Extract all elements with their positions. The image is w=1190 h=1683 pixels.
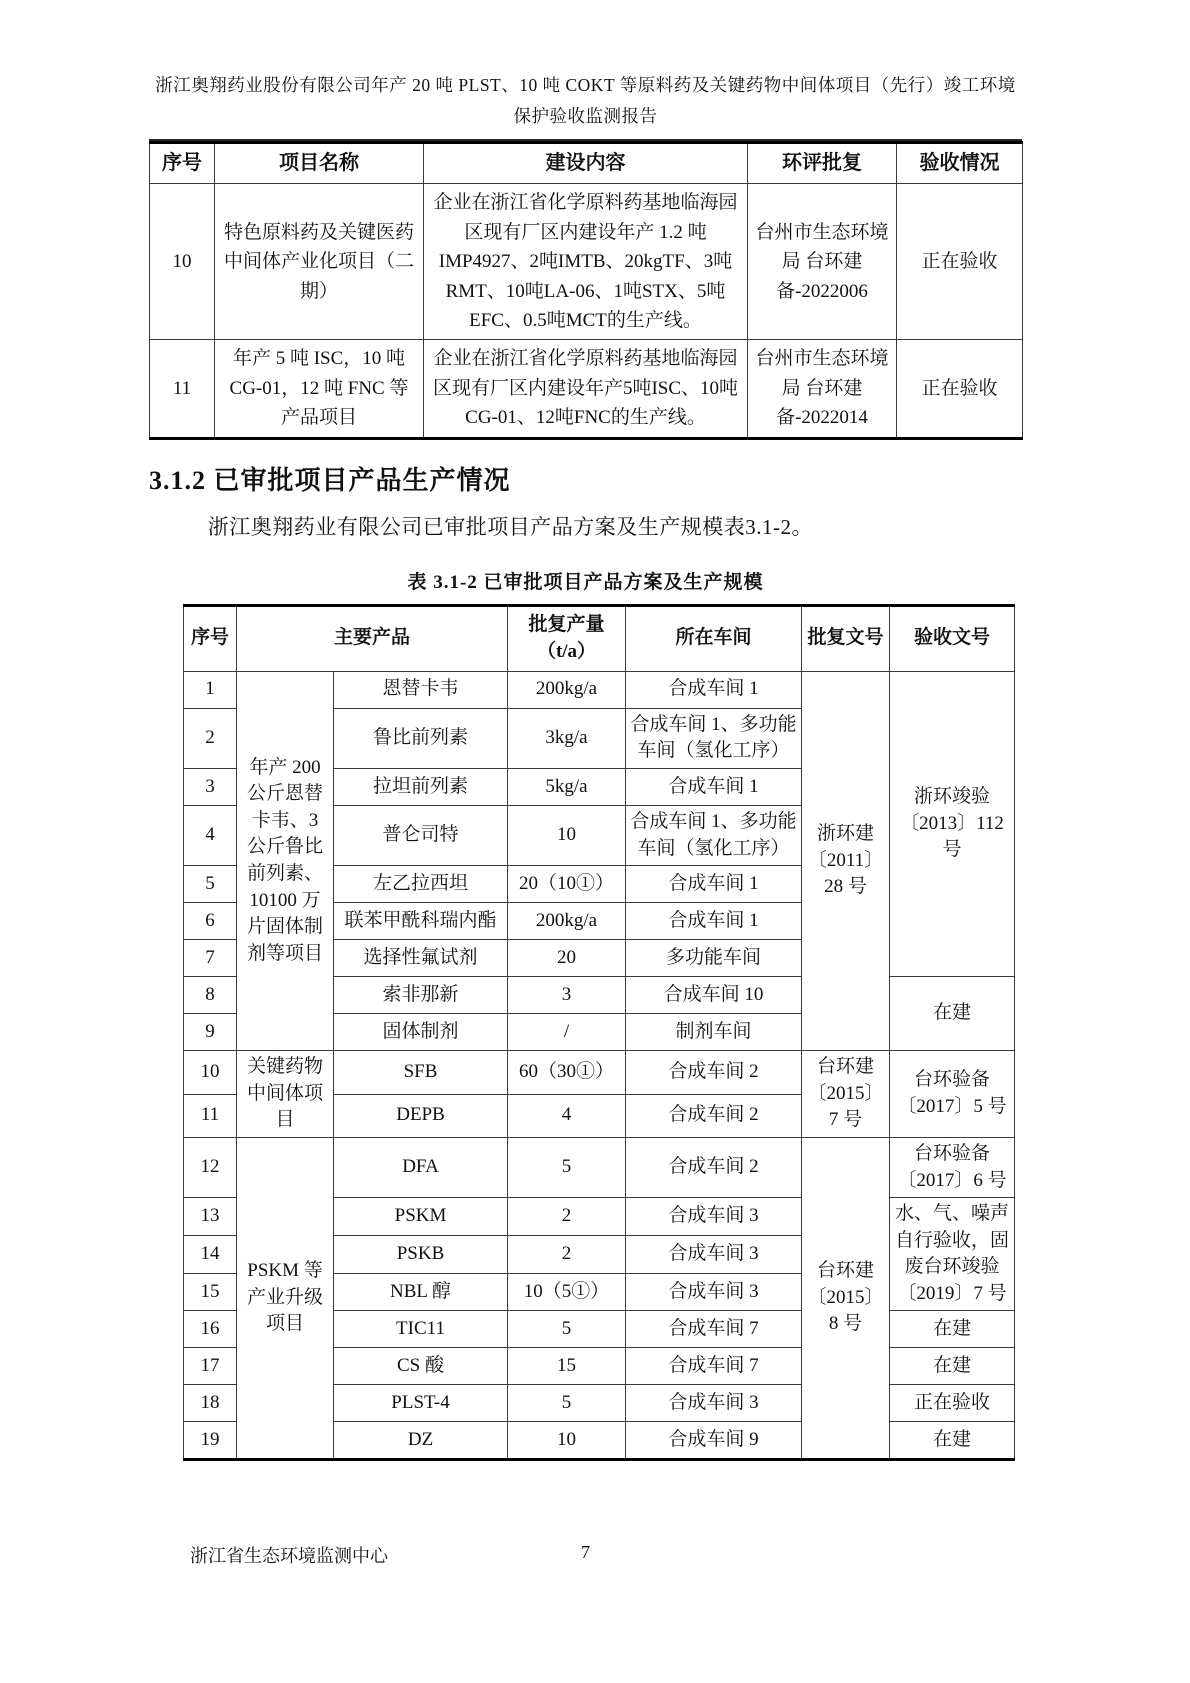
output-cell: /: [508, 1014, 626, 1051]
approval-doc-cell: 台环建〔2015〕7 号: [802, 1051, 890, 1138]
acceptance-doc-cell: 浙环竣验〔2013〕112 号: [890, 671, 1015, 976]
workshop-cell: 合成车间 7: [626, 1348, 802, 1385]
footer-organization: 浙江省生态环境监测中心: [190, 1546, 388, 1566]
project-name-cell: 特色原料药及关键医药中间体产业化项目（二期）: [215, 184, 424, 340]
workshop-cell: 合成车间 1: [626, 768, 802, 805]
seq-cell: 12: [184, 1137, 237, 1197]
section-paragraph: 浙江奥翔药业有限公司已审批项目产品方案及生产规模表3.1-2。: [207, 514, 814, 539]
acceptance-doc-cell: 水、气、噪声自行验收，固废台环竣验〔2019〕7 号: [890, 1198, 1015, 1311]
output-cell: 5: [508, 1137, 626, 1197]
acceptance-doc-cell: 在建: [890, 1311, 1015, 1348]
acceptance-doc-cell: 在建: [890, 977, 1015, 1051]
construction-cell: 企业在浙江省化学原料药基地临海园区现有厂区内建设年产5吨ISC、10吨CG-01、12吨FNC的生产线。: [424, 340, 748, 438]
product-cell: CS 酸: [334, 1348, 508, 1385]
col-header-acceptance-doc: 验收文号: [890, 605, 1015, 671]
seq-cell: 5: [184, 866, 237, 903]
seq-cell: 10: [184, 1051, 237, 1094]
output-cell: 15: [508, 1348, 626, 1385]
workshop-cell: 合成车间 3: [626, 1198, 802, 1236]
table-caption: 表 3.1-2 已审批项目产品方案及生产规模: [407, 571, 764, 593]
workshop-cell: 合成车间 3: [626, 1273, 802, 1311]
seq-cell: 3: [184, 768, 237, 805]
product-cell: DFA: [334, 1137, 508, 1197]
product-cell: DZ: [334, 1422, 508, 1460]
col-header-main-product: 主要产品: [237, 605, 508, 671]
output-cell: 2: [508, 1235, 626, 1273]
seq-cell: 19: [184, 1422, 237, 1460]
acceptance-status-cell: 正在验收: [897, 184, 1023, 340]
eia-approval-cell: 台州市生态环境局 台环建备-2022014: [748, 340, 897, 438]
product-cell: 拉坦前列素: [334, 768, 508, 805]
seq-cell: 11: [184, 1094, 237, 1137]
product-cell: DEPB: [334, 1094, 508, 1137]
output-cell: 200kg/a: [508, 903, 626, 940]
seq-cell: 18: [184, 1385, 237, 1422]
table-row: [150, 340, 1023, 438]
seq-cell: 15: [184, 1273, 237, 1311]
product-cell: 恩替卡韦: [334, 671, 508, 708]
product-cell: 左乙拉西坦: [334, 866, 508, 903]
output-cell: 3: [508, 977, 626, 1014]
product-cell: 鲁比前列素: [334, 708, 508, 768]
output-cell: 10: [508, 1422, 626, 1460]
product-cell: PLST-4: [334, 1385, 508, 1422]
col-header-approval-doc: 批复文号: [802, 605, 890, 671]
table-header-row: [184, 605, 1015, 671]
workshop-cell: 合成车间 2: [626, 1137, 802, 1197]
workshop-cell: 合成车间 1: [626, 671, 802, 708]
output-cell: 20（10①）: [508, 866, 626, 903]
seq-cell: 6: [184, 903, 237, 940]
project-group-cell: PSKM 等产业升级项目: [237, 1137, 334, 1460]
seq-cell: 14: [184, 1235, 237, 1273]
output-cell: 10: [508, 805, 626, 865]
output-cell: 2: [508, 1198, 626, 1236]
workshop-cell: 多功能车间: [626, 940, 802, 977]
product-cell: PSKM: [334, 1198, 508, 1236]
output-cell: 5: [508, 1311, 626, 1348]
product-cell: SFB: [334, 1051, 508, 1094]
col-header-construction: 建设内容: [424, 143, 748, 184]
workshop-cell: 合成车间 3: [626, 1385, 802, 1422]
product-cell: NBL 醇: [334, 1273, 508, 1311]
seq-cell: 1: [184, 671, 237, 708]
output-cell: 3kg/a: [508, 708, 626, 768]
col-header-seq: 序号: [184, 605, 237, 671]
col-header-eia-approval: 环评批复: [748, 143, 897, 184]
document-title: 浙江奥翔药业股份有限公司年产 20 吨 PLST、10 吨 COKT 等原料药及关键药物中间体项目（先行）竣工环境保护验收监测报告: [149, 70, 1022, 141]
page-header: [149, 0, 1022, 141]
construction-cell: 企业在浙江省化学原料药基地临海园区现有厂区内建设年产 1.2 吨 IMP4927、2吨IMTB、20kgTF、3吨RMT、10吨LA-06、1吨STX、5吨EFC、0.5吨MCT的生产线。: [424, 184, 748, 340]
table-row: [184, 1051, 1015, 1094]
col-header-approved-output: 批复产量（t/a）: [508, 605, 626, 671]
table-row: [184, 1137, 1015, 1197]
seq-cell: 16: [184, 1311, 237, 1348]
product-cell: 联苯甲酰科瑞内酯: [334, 903, 508, 940]
approval-doc-cell: 浙环建〔2011〕28 号: [802, 671, 890, 1050]
output-cell: 10（5①）: [508, 1273, 626, 1311]
col-header-project-name: 项目名称: [215, 143, 424, 184]
seq-cell: 10: [150, 184, 215, 340]
workshop-cell: 制剂车间: [626, 1014, 802, 1051]
col-header-seq: 序号: [150, 143, 215, 184]
workshop-cell: 合成车间 1、多功能车间（氢化工序）: [626, 805, 802, 865]
product-plan-table: [183, 604, 1015, 1462]
output-cell: 5kg/a: [508, 768, 626, 805]
acceptance-doc-cell: 在建: [890, 1348, 1015, 1385]
acceptance-doc-cell: 正在验收: [890, 1385, 1015, 1422]
workshop-cell: 合成车间 1: [626, 903, 802, 940]
output-cell: 4: [508, 1094, 626, 1137]
product-cell: 选择性氟试剂: [334, 940, 508, 977]
seq-cell: 7: [184, 940, 237, 977]
output-cell: 5: [508, 1385, 626, 1422]
project-group-cell: 年产 200 公斤恩替卡韦、3 公斤鲁比前列素、10100 万片固体制剂等项目: [237, 671, 334, 1050]
col-header-acceptance-status: 验收情况: [897, 143, 1023, 184]
acceptance-doc-cell: 台环验备〔2017〕5 号: [890, 1051, 1015, 1138]
workshop-cell: 合成车间 2: [626, 1094, 802, 1137]
acceptance-doc-cell: 台环验备〔2017〕6 号: [890, 1137, 1015, 1197]
page-number: 7: [581, 1542, 590, 1562]
acceptance-status-cell: 正在验收: [897, 340, 1023, 438]
seq-cell: 4: [184, 805, 237, 865]
product-cell: 索非那新: [334, 977, 508, 1014]
workshop-cell: 合成车间 1: [626, 866, 802, 903]
project-name-cell: 年产 5 吨 ISC，10 吨 CG-01，12 吨 FNC 等产品项目: [215, 340, 424, 438]
approved-projects-table: [149, 141, 1023, 440]
table-row: [150, 184, 1023, 340]
table-row: [184, 671, 1015, 708]
seq-cell: 17: [184, 1348, 237, 1385]
workshop-cell: 合成车间 3: [626, 1235, 802, 1273]
col-header-workshop: 所在车间: [626, 605, 802, 671]
seq-cell: 11: [150, 340, 215, 438]
seq-cell: 13: [184, 1198, 237, 1236]
seq-cell: 9: [184, 1014, 237, 1051]
workshop-cell: 合成车间 7: [626, 1311, 802, 1348]
section-heading: 3.1.2 已审批项目产品生产情况: [149, 465, 511, 495]
product-cell: 固体制剂: [334, 1014, 508, 1051]
output-cell: 200kg/a: [508, 671, 626, 708]
workshop-cell: 合成车间 9: [626, 1422, 802, 1460]
seq-cell: 2: [184, 708, 237, 768]
output-cell: 60（30①）: [508, 1051, 626, 1094]
table-header-row: [150, 143, 1023, 184]
product-cell: 普仑司特: [334, 805, 508, 865]
product-cell: TIC11: [334, 1311, 508, 1348]
seq-cell: 8: [184, 977, 237, 1014]
approval-doc-cell: 台环建〔2015〕8 号: [802, 1137, 890, 1460]
workshop-cell: 合成车间 2: [626, 1051, 802, 1094]
output-cell: 20: [508, 940, 626, 977]
workshop-cell: 合成车间 10: [626, 977, 802, 1014]
eia-approval-cell: 台州市生态环境局 台环建备-2022006: [748, 184, 897, 340]
acceptance-doc-cell: 在建: [890, 1422, 1015, 1460]
project-group-cell: 关键药物中间体项目: [237, 1051, 334, 1138]
product-cell: PSKB: [334, 1235, 508, 1273]
workshop-cell: 合成车间 1、多功能车间（氢化工序）: [626, 708, 802, 768]
